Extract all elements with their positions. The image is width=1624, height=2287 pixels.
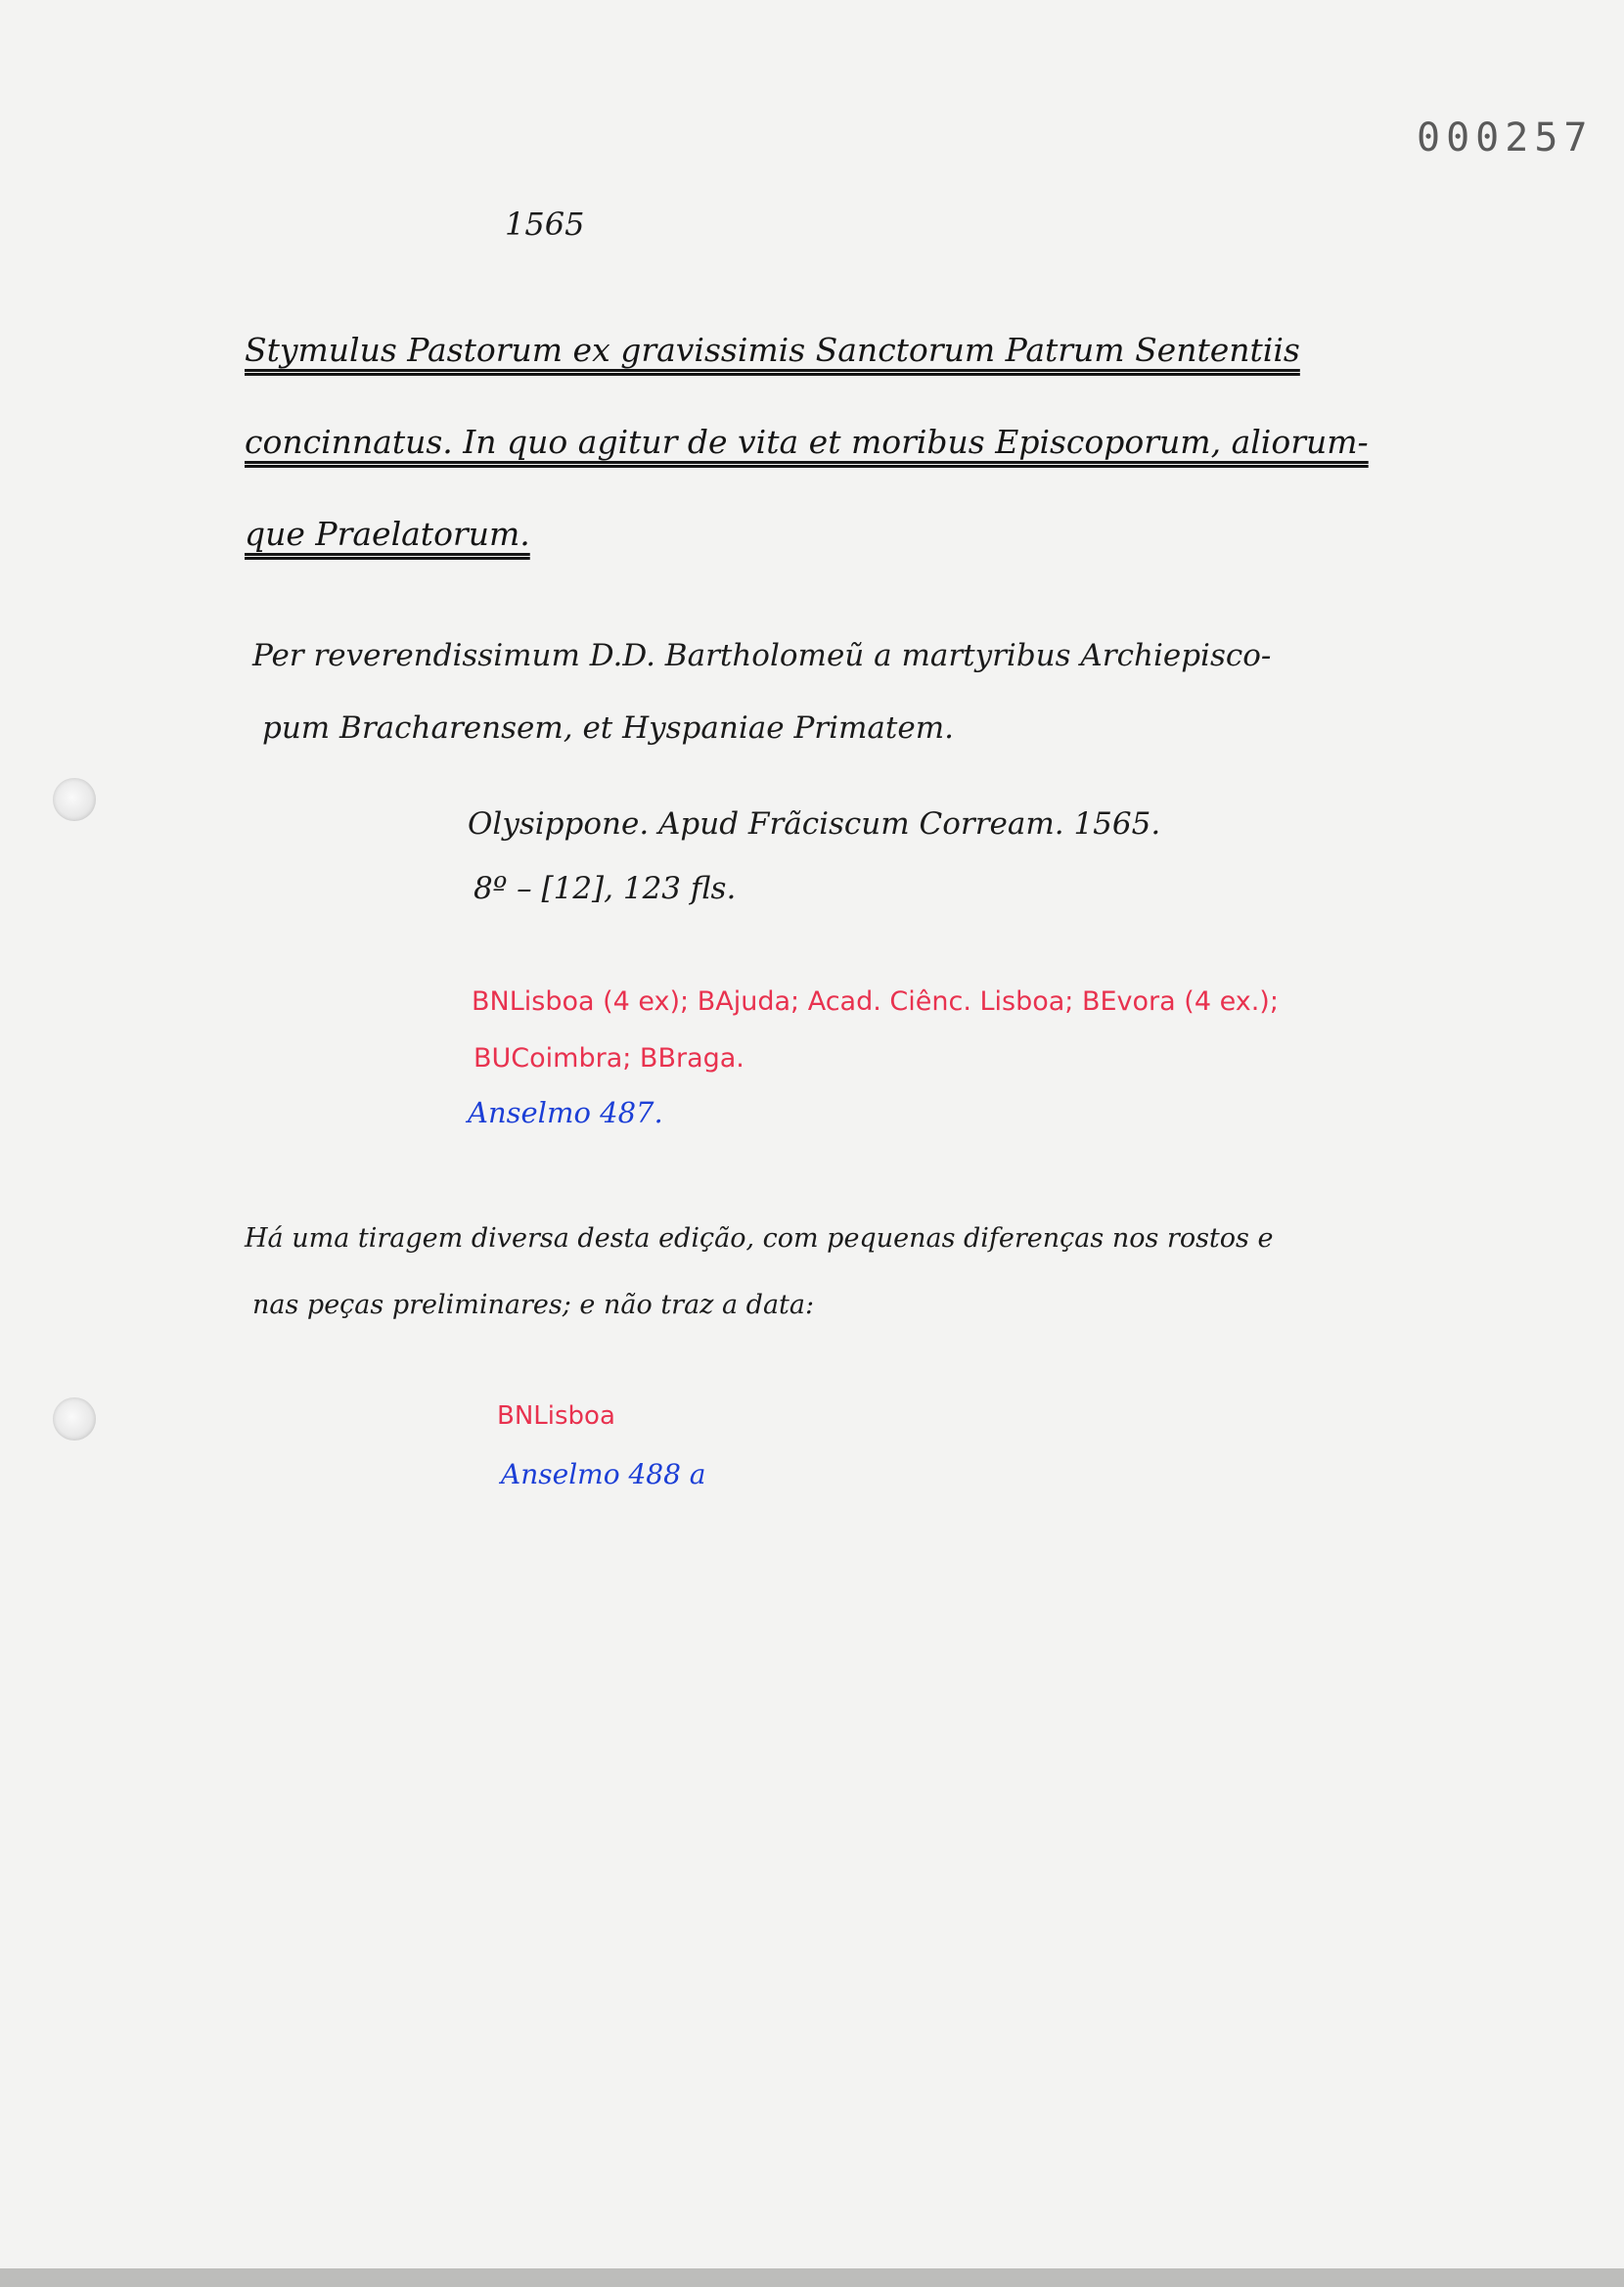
bibliographic-reference-1: Anselmo 487. — [468, 1096, 663, 1129]
library-location-2: BNLisboa — [497, 1401, 615, 1431]
punch-hole — [53, 1397, 96, 1441]
edition-note-line-1: Há uma tiragem diversa desta edição, com pequenas diferenças nos rostos e — [245, 1223, 1274, 1254]
title-line-2: concinnatus. In quo agitur de vita et moribus Episcoporum, aliorum- — [245, 423, 1369, 461]
punch-hole — [53, 778, 96, 821]
edition-note-line-2: nas peças preliminares; e não traz a data: — [252, 1290, 815, 1320]
year-heading: 1565 — [505, 206, 585, 243]
author-line-1: Per reverendissimum D.D. Bartholomeũ a martyribus Archiepisco- — [252, 638, 1272, 673]
author-line-2: pum Bracharensem, et Hyspaniae Primatem. — [262, 710, 954, 746]
scan-bottom-edge — [0, 2268, 1624, 2287]
title-line-3: que Praelatorum. — [245, 515, 530, 553]
collation-line: 8º – [12], 123 fls. — [474, 871, 737, 906]
bibliographic-reference-2: Anselmo 488 a — [501, 1458, 706, 1490]
library-locations-line-1: BNLisboa (4 ex); BAjuda; Acad. Ciênc. Lisboa; BEvora (4 ex.); — [472, 986, 1279, 1017]
library-locations-line-2: BUCoimbra; BBraga. — [474, 1043, 744, 1074]
page-number-stamp: 000257 — [1417, 115, 1594, 160]
imprint-line: Olysippone. Apud Frãciscum Corream. 1565. — [468, 806, 1161, 842]
title-line-1: Stymulus Pastorum ex gravissimis Sanctorum Patrum Sententiis — [245, 331, 1300, 369]
